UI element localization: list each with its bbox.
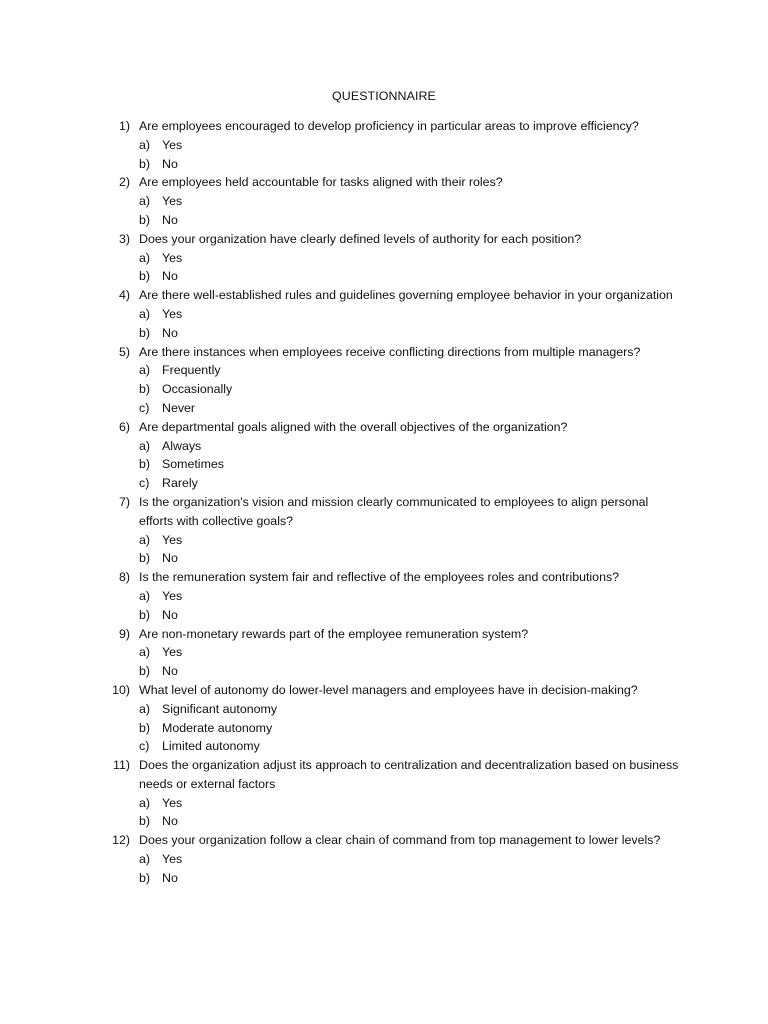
option-text: Frequently [162,363,221,378]
option-text: Never [162,400,196,415]
question-item [0,625,768,681]
question-number: 10) [112,682,130,697]
option-text: Yes [162,852,183,867]
question-number: 9) [118,626,130,641]
option-letter: b) [139,814,151,829]
question-row [0,173,679,192]
question-row [0,625,679,644]
answer-option [0,549,768,568]
answer-option [0,211,768,230]
option-text: No [162,607,178,622]
option-letter: a) [139,194,151,209]
option-text: Yes [162,645,183,660]
option-text: Yes [162,250,183,265]
answer-option [0,305,768,324]
option-letter: b) [139,325,151,340]
answer-option [0,192,768,211]
answer-option [0,324,768,343]
question-item [0,681,768,756]
option-letter: b) [139,664,151,679]
option-text: Sometimes [162,457,224,472]
option-letter: b) [139,269,151,284]
option-text: No [162,156,178,171]
answer-option [0,531,768,550]
question-number: 7) [118,494,130,509]
answer-options [0,531,768,569]
question-text: Are departmental goals aligned with the overall objectives of the organization? [139,419,568,434]
answer-option [0,267,768,286]
question-text: Are employees encouraged to develop proficiency in particular areas to improve efficiency? [139,119,639,133]
option-text: No [162,870,178,885]
option-letter: a) [139,645,151,660]
question-item [0,173,768,229]
question-row [0,343,679,362]
question-row [0,286,679,305]
question-row [0,681,679,700]
question-text: Does your organization have clearly defined levels of authority for each position? [139,231,582,246]
answer-options [0,136,768,174]
question-text: Are there instances when employees receive conflicting directions from multiple managers? [139,344,641,359]
option-letter: b) [139,457,151,472]
answer-option [0,399,768,418]
answer-option [0,380,768,399]
option-letter: a) [139,852,151,867]
answer-options [0,700,768,756]
answer-option [0,606,768,625]
question-row [0,568,679,587]
question-number: 11) [113,758,130,773]
question-text: Are non-monetary rewards part of the employee remuneration system? [139,626,529,641]
option-letter: a) [139,701,151,716]
answer-options [0,850,768,888]
option-letter: c) [139,476,150,491]
question-item [0,418,768,493]
answer-options [0,249,768,287]
question-item [0,286,768,342]
option-letter: a) [139,532,151,547]
question-text: Is the remuneration system fair and reflective of the employees roles and contributions? [139,570,620,585]
question-text: Are there well-established rules and guidelines governing employee behavior in your organization [139,288,673,303]
answer-option [0,474,768,493]
answer-option [0,812,768,831]
question-number: 12) [112,833,130,848]
question-number: 8) [118,570,130,585]
option-letter: a) [139,795,151,810]
option-text: No [162,664,178,679]
answer-option [0,719,768,738]
option-letter: b) [139,720,151,735]
answer-option [0,437,768,456]
option-letter: c) [139,739,150,754]
question-text: Are employees held accountable for tasks aligned with their roles? [139,175,503,190]
question-number: 2) [118,175,130,190]
option-letter: b) [139,212,151,227]
answer-option [0,136,768,155]
option-text: Moderate autonomy [162,720,273,735]
option-letter: a) [139,588,151,603]
question-item [0,117,768,173]
option-text: Yes [162,137,183,152]
question-item [0,493,768,568]
option-text: Yes [162,194,183,209]
question-number: 5) [118,344,130,359]
question-item [0,756,768,831]
question-row [0,230,679,249]
option-letter: b) [139,551,151,566]
question-row [0,117,679,136]
answer-options [0,794,768,832]
option-text: Rarely [162,476,198,491]
question-row [0,493,679,531]
option-text: Significant autonomy [162,701,278,716]
answer-option [0,587,768,606]
answer-options [0,192,768,230]
answer-options [0,361,768,417]
answer-option [0,455,768,474]
option-letter: a) [139,363,151,378]
document-title: QUESTIONNAIRE [332,89,436,103]
option-text: Always [162,438,202,453]
option-letter: a) [139,438,151,453]
question-row [0,756,679,794]
answer-option [0,869,768,888]
answer-option [0,249,768,268]
question-row [0,831,679,850]
question-list [0,117,768,888]
option-letter: b) [139,382,151,397]
answer-option [0,700,768,719]
option-letter: b) [139,607,151,622]
option-letter: c) [139,400,150,415]
question-text: Does the organization adjust its approach to centralization and decentralization based on business needs or external factors [139,758,679,791]
option-letter: b) [139,870,151,885]
option-text: No [162,269,178,284]
question-text: What level of autonomy do lower-level managers and employees have in decision-making? [139,682,638,697]
answer-options [0,305,768,343]
question-number: 4) [118,288,130,303]
question-item [0,568,768,624]
option-text: Yes [162,588,183,603]
answer-option [0,361,768,380]
option-letter: a) [139,250,151,265]
option-text: No [162,212,178,227]
question-text: Is the organization's vision and mission clearly communicated to employees to align personal efforts with collective goals? [139,494,649,528]
answer-option [0,662,768,681]
answer-option [0,850,768,869]
answer-option [0,794,768,813]
option-text: No [162,814,178,829]
question-item [0,343,768,418]
option-text: Limited autonomy [162,739,260,754]
question-number: 6) [118,419,130,434]
option-letter: a) [139,306,151,321]
option-text: No [162,551,178,566]
option-text: Occasionally [162,382,233,397]
option-text: Yes [162,532,183,547]
answer-option [0,155,768,174]
answer-option [0,643,768,662]
question-item [0,831,768,887]
answer-option [0,737,768,756]
option-text: Yes [162,306,183,321]
answer-options [0,643,768,681]
answer-options [0,587,768,625]
answer-options [0,437,768,493]
option-letter: a) [139,137,151,152]
option-text: Yes [162,795,183,810]
question-item [0,230,768,286]
question-text: Does your organization follow a clear chain of command from top management to lower levels? [139,833,661,848]
option-letter: b) [139,156,151,171]
question-row [0,418,679,437]
option-text: No [162,325,178,340]
question-number: 1) [118,119,130,133]
question-number: 3) [118,231,130,246]
